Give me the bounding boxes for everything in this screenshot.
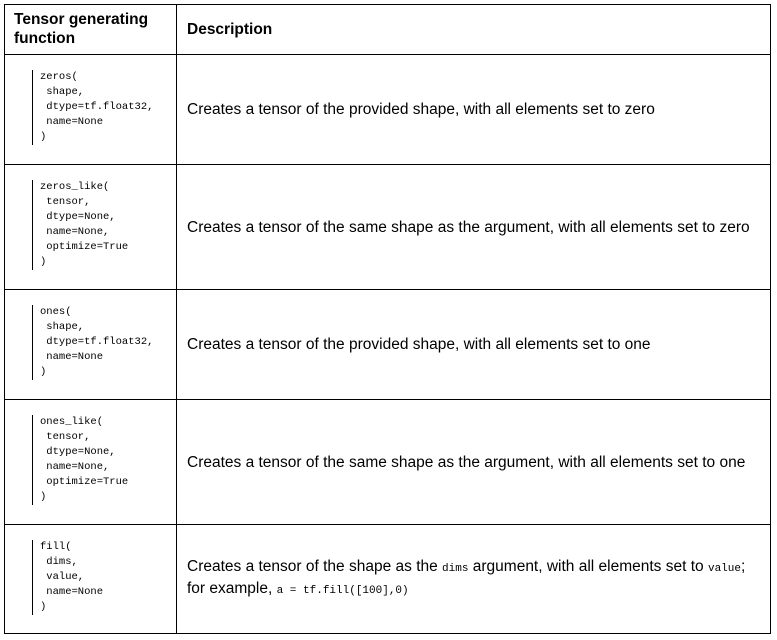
code-line: dims, bbox=[40, 556, 78, 568]
code-block bbox=[32, 180, 128, 270]
code-block bbox=[32, 70, 153, 145]
inline-code: dims bbox=[442, 563, 469, 575]
description-segment: Creates a tensor of the shape as the bbox=[187, 558, 443, 575]
code-line: name=None bbox=[40, 586, 104, 598]
code-line: zeros_like( bbox=[40, 181, 110, 193]
code-line: ) bbox=[40, 256, 47, 268]
function-cell bbox=[5, 400, 177, 524]
inline-code: a = tf.fill([100],0) bbox=[276, 585, 409, 597]
table-row bbox=[5, 55, 770, 165]
code-line: ones( bbox=[40, 306, 72, 318]
header-function-label: Tensor generating function bbox=[14, 11, 149, 47]
table-header-row bbox=[5, 5, 770, 55]
header-cell-description bbox=[177, 5, 770, 54]
code-line: ones_like( bbox=[40, 416, 104, 428]
description-text: Creates a tensor of the provided shape, with all elements set to one bbox=[187, 336, 651, 353]
table-row bbox=[5, 165, 770, 290]
code-line: value, bbox=[40, 571, 85, 583]
header-cell-function bbox=[5, 5, 177, 54]
code-line: ) bbox=[40, 131, 47, 143]
function-cell bbox=[5, 55, 177, 164]
description-text bbox=[187, 557, 745, 601]
description-segment: ; bbox=[740, 558, 746, 575]
code-line: fill( bbox=[40, 541, 72, 553]
code-line: dtype=tf.float32, bbox=[40, 336, 154, 348]
description-segment: argument, with all elements set to bbox=[468, 558, 708, 575]
description-cell bbox=[177, 525, 770, 633]
header-description-label: Description bbox=[187, 20, 273, 38]
description-cell bbox=[177, 290, 770, 399]
function-cell bbox=[5, 525, 177, 633]
code-block bbox=[32, 540, 103, 615]
description-segment: for example, bbox=[187, 580, 277, 597]
function-cell bbox=[5, 165, 177, 289]
code-line: ) bbox=[40, 491, 47, 503]
code-line: name=None, bbox=[40, 461, 110, 473]
code-line: optimize=True bbox=[40, 241, 129, 253]
description-text: Creates a tensor of the same shape as the argument, with all elements set to zero bbox=[187, 218, 750, 236]
code-line: dtype=None, bbox=[40, 211, 116, 223]
function-cell bbox=[5, 290, 177, 399]
code-line: ) bbox=[40, 601, 47, 613]
code-line: dtype=tf.float32, bbox=[40, 101, 154, 113]
description-cell bbox=[177, 165, 770, 289]
code-line: name=None, bbox=[40, 226, 110, 238]
code-line: tensor, bbox=[40, 196, 91, 208]
code-block bbox=[32, 415, 128, 505]
functions-table bbox=[4, 4, 771, 634]
code-line: name=None bbox=[40, 116, 104, 128]
description-cell bbox=[177, 55, 770, 164]
code-line: tensor, bbox=[40, 431, 91, 443]
code-line: shape, bbox=[40, 321, 85, 333]
table-row bbox=[5, 525, 770, 633]
code-line: optimize=True bbox=[40, 476, 129, 488]
code-line: zeros( bbox=[40, 71, 78, 83]
code-line: dtype=None, bbox=[40, 446, 116, 458]
code-line: name=None bbox=[40, 351, 104, 363]
description-text: Creates a tensor of the provided shape, with all elements set to zero bbox=[187, 101, 655, 118]
description-text: Creates a tensor of the same shape as the argument, with all elements set to one bbox=[187, 453, 746, 471]
code-line: ) bbox=[40, 366, 47, 378]
description-cell bbox=[177, 400, 770, 524]
code-block bbox=[32, 305, 153, 380]
inline-code: value bbox=[707, 563, 741, 575]
table-row bbox=[5, 400, 770, 525]
code-line: shape, bbox=[40, 86, 85, 98]
table-row bbox=[5, 290, 770, 400]
